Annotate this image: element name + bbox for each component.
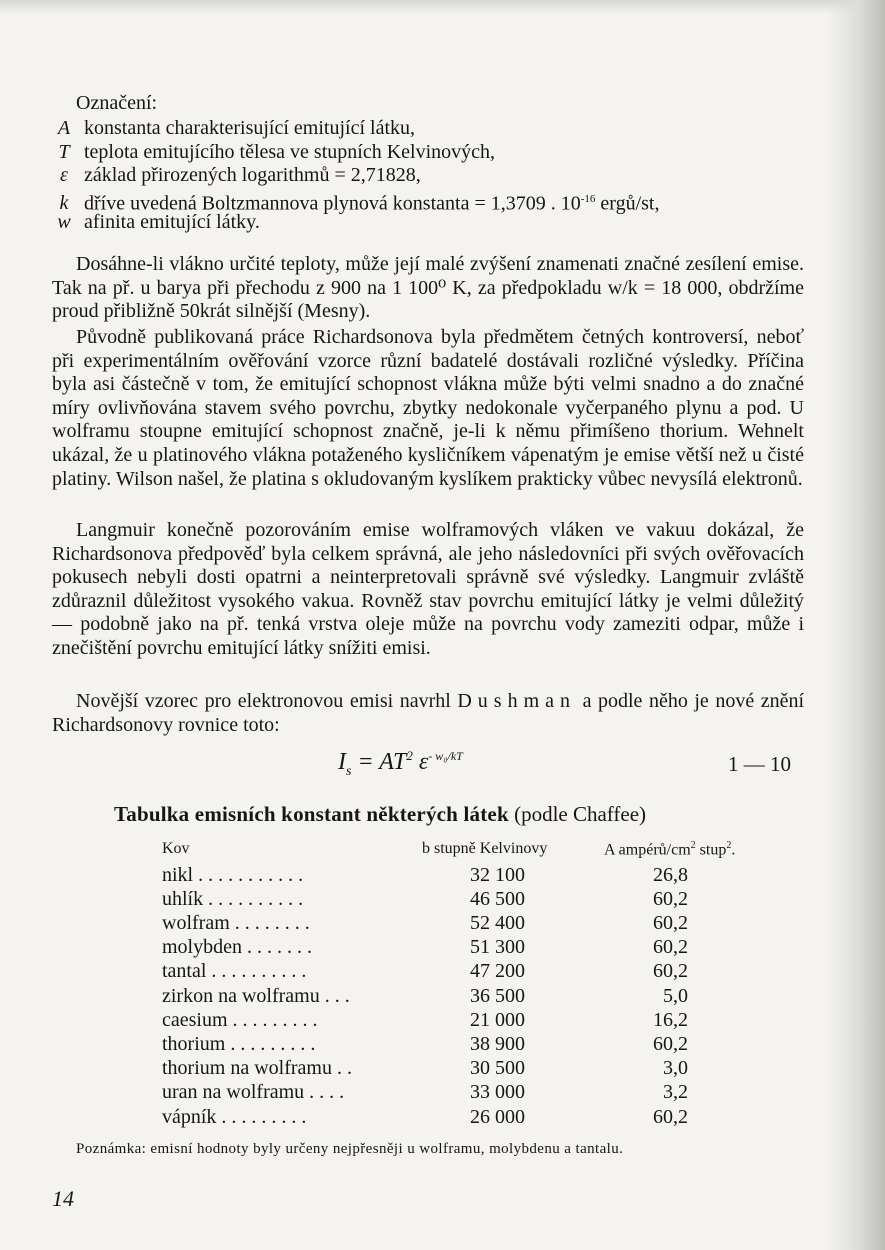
- legend-text: teplota emitujícího tělesa ve stupních Kelvinových,: [84, 140, 496, 163]
- table-row: [0, 888, 885, 912]
- column-header-a-sup2: 2: [726, 840, 732, 851]
- table-title: [114, 802, 646, 827]
- formula-lhs: I: [338, 749, 346, 775]
- formula-rhs: AT: [379, 749, 407, 775]
- symbol-legend: [52, 117, 804, 235]
- cell-material: tantal . . . . . . . . . .: [162, 960, 307, 982]
- cell-b-value: 47 200: [470, 960, 525, 982]
- formula-euler-e: ε: [418, 749, 429, 775]
- equation-number: 1 — 10: [728, 752, 791, 776]
- cell-a-value: 5,0: [663, 985, 688, 1007]
- legend-exponent: -16: [580, 192, 596, 205]
- paragraph-dushman: [52, 690, 804, 737]
- legend-symbol: k: [59, 192, 69, 215]
- cell-b-value: 21 000: [470, 1009, 525, 1031]
- cell-material: molybden . . . . . . .: [162, 936, 312, 958]
- paragraph-langmuir: Langmuir konečně pozorováním emise wolframových vláken ve vakuu dokázal, že Richardsonova předpověď byla celkem správná, ale jeho následovníci při svých ověřovacích pokusech nebyli dosti opatrni a neinterpretovali správně své výsledky. Langmuir zvláště zdůraznil důležitost vysokého vakua. Rovněž stav povrchu emitující látky je velmi důležitý — podobně jako na př. tenká vrstva oleje může na povrchu vody zameziti odpar, může i znečištění povrchu emitující látky snížiti emisi.: [52, 519, 804, 659]
- legend-row: [52, 117, 804, 141]
- cell-material: vápník . . . . . . . . .: [162, 1106, 307, 1128]
- cell-b-value: 30 500: [470, 1057, 525, 1079]
- cell-b-value: 26 000: [470, 1106, 525, 1128]
- table-note: Poznámka: emisní hodnoty byly určeny nejpřesněji u wolframu, molybdenu a tantalu.: [76, 1141, 624, 1157]
- richardson-dushman-equation: $I_s = AT^2$ $\varepsilon^{- w_0/kT}$: [338, 748, 463, 779]
- cell-b-value: 46 500: [470, 888, 525, 910]
- column-header-kov: Kov: [162, 840, 190, 857]
- cell-b-value: 52 400: [470, 912, 525, 934]
- legend-text-unit: ergů/st,: [595, 192, 660, 215]
- cell-a-value: 60,2: [653, 1106, 688, 1128]
- table-row: [0, 936, 885, 960]
- cell-material: uhlík . . . . . . . . . .: [162, 888, 304, 910]
- legend-text: afinita emitující látky.: [84, 211, 260, 234]
- cell-material: nikl . . . . . . . . . . .: [162, 864, 304, 886]
- legend-text: konstanta charakterisující emitující látku,: [84, 117, 416, 139]
- legend-symbol: w: [57, 211, 71, 234]
- legend-text-main: dříve uvedená Boltzmannova plynová konstanta = 1,3709 . 10: [84, 192, 581, 215]
- cell-a-value: 60,2: [653, 888, 688, 910]
- dushman-name: Dushman: [457, 690, 577, 712]
- table-row: [0, 1106, 885, 1130]
- cell-material: caesium . . . . . . . . .: [162, 1009, 318, 1031]
- table-row: [0, 985, 885, 1009]
- cell-material: wolfram . . . . . . . .: [162, 912, 310, 934]
- legend-heading: Označení:: [76, 92, 158, 114]
- dushman-intro: Novější vzorec pro elektronovou emisi navrhl: [76, 690, 451, 712]
- cell-material: uran na wolframu . . . .: [162, 1081, 345, 1103]
- legend-symbol: A: [57, 117, 71, 139]
- column-header-a-sup: 2: [690, 840, 696, 851]
- column-header-a: [604, 840, 735, 859]
- column-header-a-text: A ampérů/cm: [604, 841, 691, 859]
- page-number: 14: [52, 1186, 74, 1211]
- cell-a-value: 16,2: [653, 1009, 688, 1031]
- table-row: [0, 960, 885, 984]
- cell-b-value: 38 900: [470, 1033, 525, 1055]
- cell-a-value: 60,2: [653, 936, 688, 958]
- legend-symbol: ε: [60, 164, 68, 187]
- legend-row: [52, 164, 804, 188]
- cell-b-value: 32 100: [470, 864, 525, 886]
- table-row: [0, 1009, 885, 1033]
- column-header-a-mid: stup: [695, 841, 727, 859]
- table-row: [0, 1033, 885, 1057]
- cell-b-value: 36 500: [470, 985, 525, 1007]
- cell-a-value: 3,2: [663, 1081, 688, 1103]
- scan-shadow-top: [0, 0, 885, 14]
- paragraph-controversies: Původně publikovaná práce Richardsonova byla předmětem četných kontroversí, neboť při experimentálním ověřování vzorce různí badatelé dostávali rozličné výsledky. Příčina byla asi částečně v tom, že emitující schopnost vlákna může býti velmi snadno a do značné míry ovlivňována stavem svého povrchu, zbytky nedokonale vyčerpaného plynu a pod. U wolframu stoupne emitující schopnost značně, je-li k němu přimíšeno thorium. Wehnelt ukázal, že u platinového vlákna potaženého kysličníkem vápenatým je emise větší než u čisté platiny. Wilson našel, že platina s okludovaným kyslíkem prakticky vůbec nevysílá elektronů.: [52, 326, 804, 490]
- cell-material: thorium na wolframu . .: [162, 1057, 352, 1079]
- cell-a-value: 60,2: [653, 1033, 688, 1055]
- table-row: [0, 864, 885, 888]
- cell-a-value: 3,0: [663, 1057, 688, 1079]
- cell-material: zirkon na wolframu . . .: [162, 985, 350, 1007]
- cell-a-value: 26,8: [653, 864, 688, 886]
- paragraph-emission-increase: Dosáhne-li vlákno určité teploty, může její malé zvýšení znamenati značné zesílení emise. Tak na př. u barya při přechodu z 900 na 1 100⁰ K, za předpokladu w/k = 18 000, obdržíme proud přibližně 50krát silnější (Mesny).: [52, 253, 804, 323]
- dushman-outro: a podle něho je nové znění Richardsonovy rovnice toto:: [52, 690, 805, 736]
- column-header-a-end: .: [731, 841, 736, 859]
- legend-text: základ přirozených logarithmů = 2,71828,: [84, 164, 421, 187]
- table-row: [0, 1081, 885, 1105]
- legend-row: [52, 188, 804, 215]
- cell-b-value: 33 000: [470, 1081, 525, 1103]
- formula-power: 2: [406, 748, 413, 763]
- cell-a-value: 60,2: [653, 912, 688, 934]
- cell-a-value: 60,2: [653, 960, 688, 982]
- table-title-bold: Tabulka emisních konstant některých látek: [114, 802, 509, 826]
- column-header-b: b stupně Kelvinovy: [422, 840, 548, 857]
- cell-b-value: 51 300: [470, 936, 525, 958]
- formula-exponent: - w₀/kT: [428, 749, 463, 763]
- table-row: [0, 1057, 885, 1081]
- table-row: [0, 912, 885, 936]
- cell-material: thorium . . . . . . . . .: [162, 1033, 316, 1055]
- legend-symbol: T: [58, 140, 70, 163]
- legend-row: [52, 141, 804, 165]
- table-title-source: (podle Chaffee): [514, 802, 647, 826]
- formula-lhs-subscript: s: [346, 763, 352, 779]
